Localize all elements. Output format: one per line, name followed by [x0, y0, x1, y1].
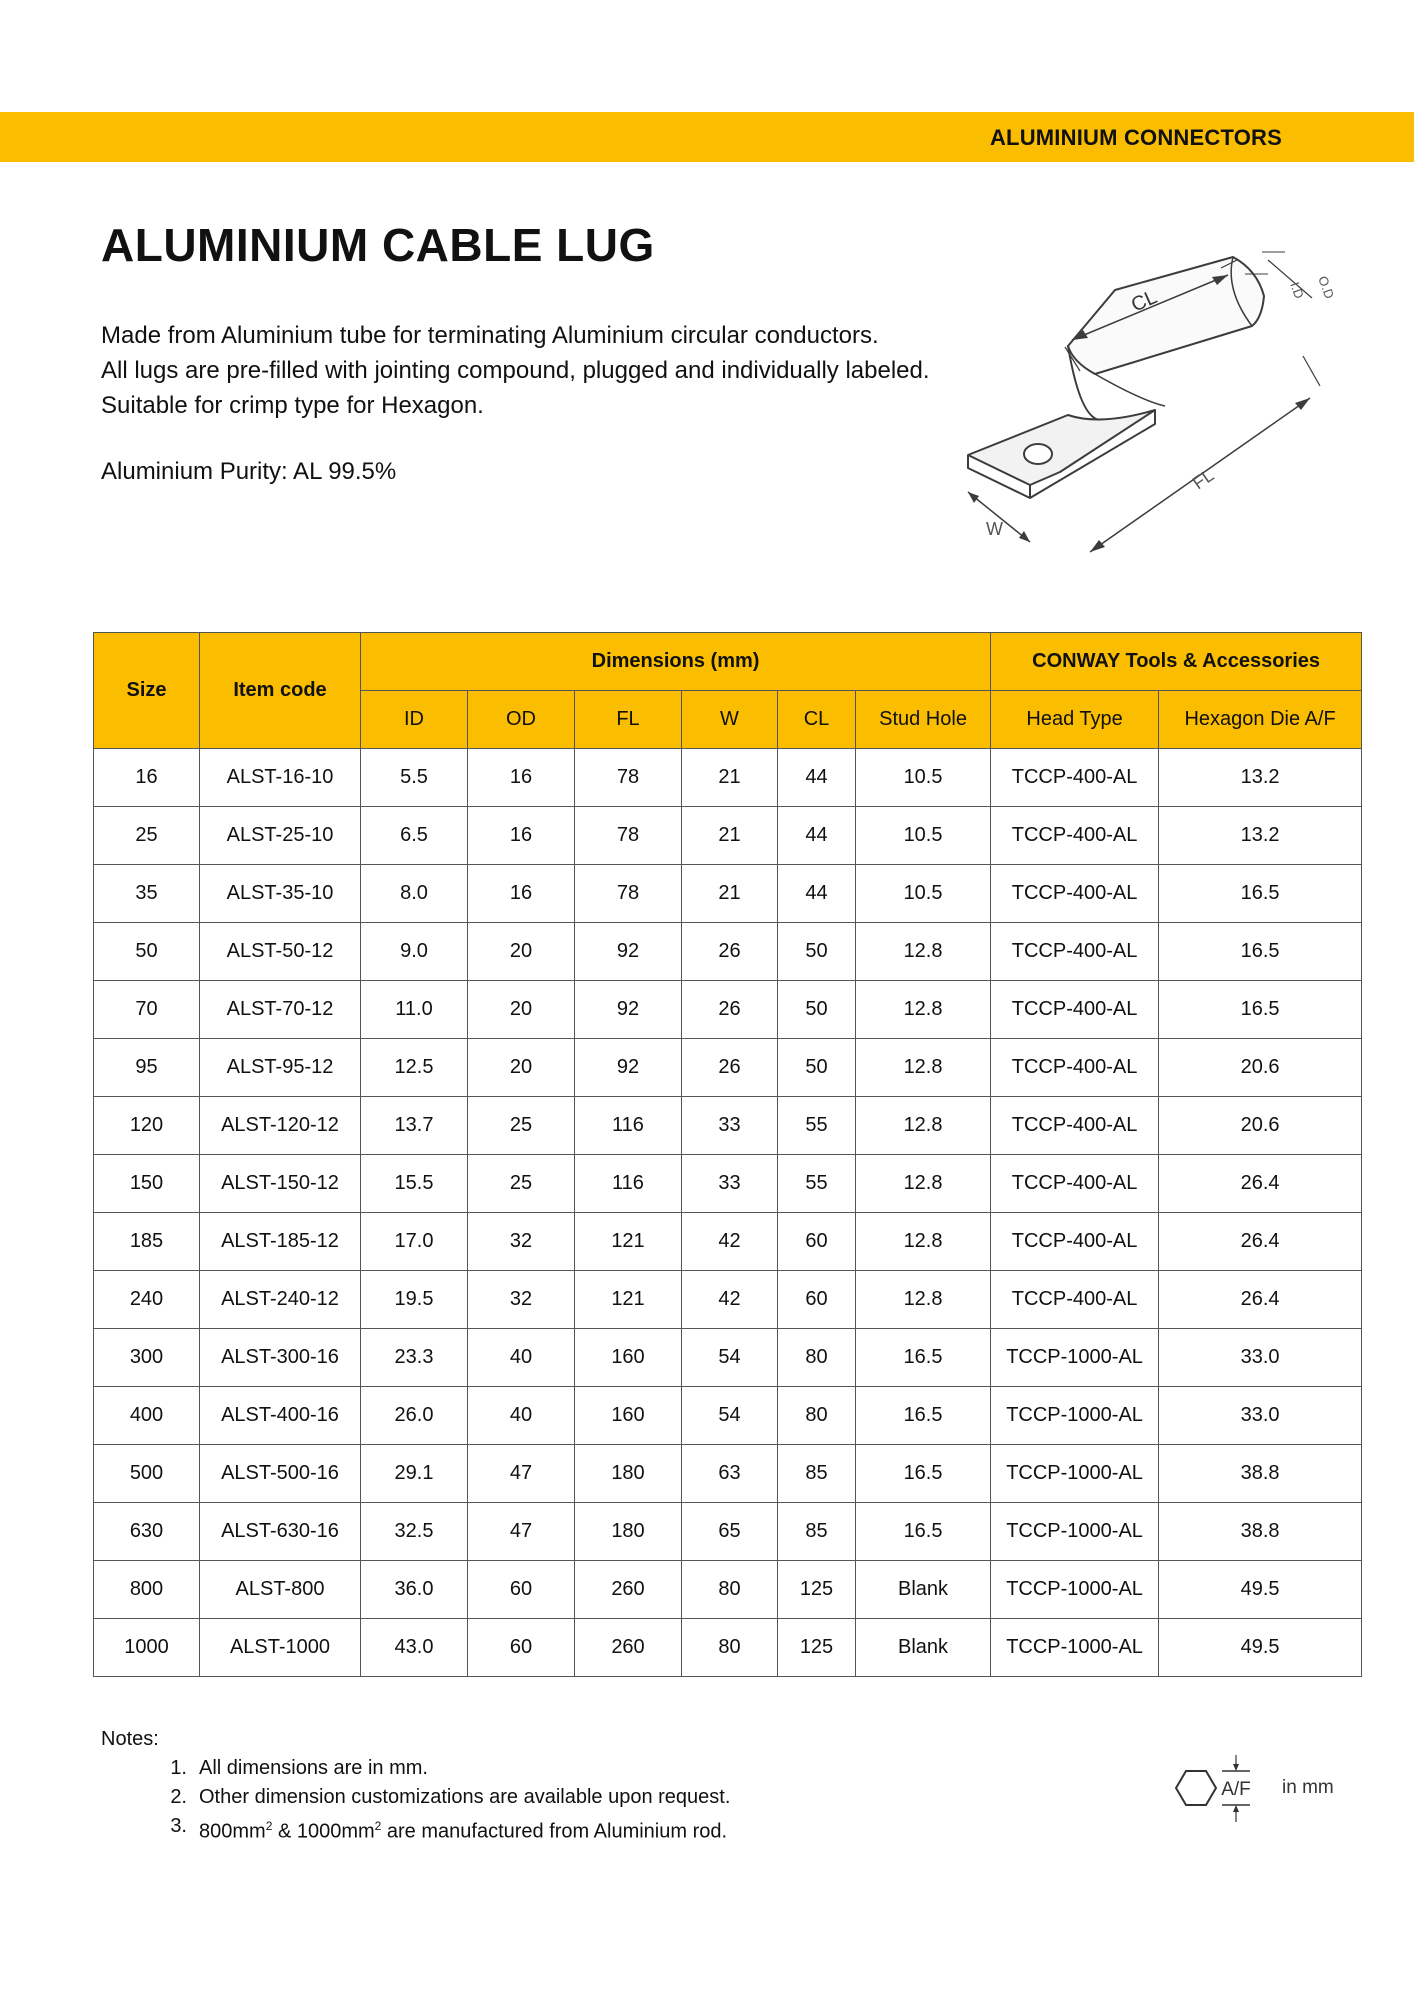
- cell-stud-hole: 12.8: [856, 1097, 991, 1155]
- cell-hexagon-die: 16.5: [1159, 865, 1362, 923]
- id-label: I.D: [1287, 279, 1307, 301]
- cell-size: 95: [94, 1039, 200, 1097]
- cell-head-type: TCCP-400-AL: [991, 1271, 1159, 1329]
- cell-stud-hole: 16.5: [856, 1387, 991, 1445]
- table-row: [94, 1039, 1362, 1097]
- cell-w: 33: [682, 1097, 778, 1155]
- header-fl: FL: [575, 691, 682, 749]
- cell-item-code: ALST-70-12: [200, 981, 361, 1039]
- table-row: [94, 981, 1362, 1039]
- cell-size: 150: [94, 1155, 200, 1213]
- cell-od: 20: [468, 981, 575, 1039]
- cell-item-code: ALST-800: [200, 1561, 361, 1619]
- cell-size: 400: [94, 1387, 200, 1445]
- table-row: [94, 1445, 1362, 1503]
- cell-hexagon-die: 38.8: [1159, 1445, 1362, 1503]
- cell-id: 23.3: [361, 1329, 468, 1387]
- section-banner: [0, 112, 1414, 162]
- cell-stud-hole: 12.8: [856, 1155, 991, 1213]
- cell-cl: 60: [778, 1213, 856, 1271]
- description-line: Made from Aluminium tube for terminating Aluminium circular conductors.: [101, 322, 879, 349]
- cell-fl: 180: [575, 1503, 682, 1561]
- cell-size: 630: [94, 1503, 200, 1561]
- header-stud-hole: Stud Hole: [856, 691, 991, 749]
- cell-fl: 116: [575, 1155, 682, 1213]
- cell-cl: 80: [778, 1387, 856, 1445]
- cell-fl: 92: [575, 981, 682, 1039]
- cell-hexagon-die: 26.4: [1159, 1213, 1362, 1271]
- cell-size: 25: [94, 807, 200, 865]
- cell-fl: 160: [575, 1387, 682, 1445]
- od-label: O.D: [1315, 273, 1338, 301]
- cell-size: 240: [94, 1271, 200, 1329]
- cell-id: 43.0: [361, 1619, 468, 1677]
- cell-od: 47: [468, 1445, 575, 1503]
- cell-hexagon-die: 20.6: [1159, 1039, 1362, 1097]
- cell-stud-hole: 10.5: [856, 807, 991, 865]
- cell-od: 20: [468, 923, 575, 981]
- cell-stud-hole: 12.8: [856, 1039, 991, 1097]
- cell-fl: 121: [575, 1213, 682, 1271]
- cell-fl: 121: [575, 1271, 682, 1329]
- cell-item-code: ALST-35-10: [200, 865, 361, 923]
- cell-head-type: TCCP-400-AL: [991, 1213, 1159, 1271]
- cell-fl: 180: [575, 1445, 682, 1503]
- table-row: [94, 807, 1362, 865]
- cell-hexagon-die: 16.5: [1159, 981, 1362, 1039]
- cell-hexagon-die: 20.6: [1159, 1097, 1362, 1155]
- cell-head-type: TCCP-1000-AL: [991, 1619, 1159, 1677]
- cell-fl: 78: [575, 865, 682, 923]
- cell-item-code: ALST-16-10: [200, 749, 361, 807]
- w-label: W: [986, 519, 1003, 539]
- cell-item-code: ALST-240-12: [200, 1271, 361, 1329]
- header-w: W: [682, 691, 778, 749]
- cell-fl: 78: [575, 807, 682, 865]
- table-row: [94, 1387, 1362, 1445]
- cell-hexagon-die: 49.5: [1159, 1561, 1362, 1619]
- cell-hexagon-die: 13.2: [1159, 749, 1362, 807]
- cell-id: 36.0: [361, 1561, 468, 1619]
- note-text: All dimensions are in mm.: [199, 1757, 428, 1779]
- cell-w: 80: [682, 1619, 778, 1677]
- cl-label: CL: [1128, 286, 1161, 317]
- cell-id: 5.5: [361, 749, 468, 807]
- cell-id: 17.0: [361, 1213, 468, 1271]
- cell-cl: 125: [778, 1619, 856, 1677]
- cell-head-type: TCCP-400-AL: [991, 1155, 1159, 1213]
- cell-cl: 50: [778, 923, 856, 981]
- cell-head-type: TCCP-1000-AL: [991, 1503, 1159, 1561]
- cell-head-type: TCCP-1000-AL: [991, 1445, 1159, 1503]
- cell-w: 63: [682, 1445, 778, 1503]
- cell-stud-hole: 10.5: [856, 865, 991, 923]
- cell-id: 8.0: [361, 865, 468, 923]
- cell-w: 42: [682, 1271, 778, 1329]
- cell-id: 29.1: [361, 1445, 468, 1503]
- cell-stud-hole: 16.5: [856, 1503, 991, 1561]
- header-head-type: Head Type: [991, 691, 1159, 749]
- cell-w: 21: [682, 865, 778, 923]
- note-number: 3.: [170, 1815, 187, 1837]
- cell-item-code: ALST-500-16: [200, 1445, 361, 1503]
- header-tools: CONWAY Tools & Accessories: [991, 633, 1362, 691]
- cell-od: 25: [468, 1097, 575, 1155]
- cell-fl: 260: [575, 1561, 682, 1619]
- cell-cl: 44: [778, 807, 856, 865]
- fl-label: FL: [1188, 464, 1218, 494]
- note-item: [101, 1754, 730, 1783]
- note-item: [101, 1783, 730, 1812]
- header-dimensions: Dimensions (mm): [361, 633, 991, 691]
- cell-size: 500: [94, 1445, 200, 1503]
- cell-w: 80: [682, 1561, 778, 1619]
- cell-od: 25: [468, 1155, 575, 1213]
- cell-fl: 116: [575, 1097, 682, 1155]
- cell-cl: 125: [778, 1561, 856, 1619]
- description-line: All lugs are pre-filled with jointing compound, plugged and individually labeled.: [101, 357, 930, 384]
- cell-item-code: ALST-50-12: [200, 923, 361, 981]
- cell-w: 26: [682, 923, 778, 981]
- specification-table: [93, 632, 1362, 1677]
- cell-size: 50: [94, 923, 200, 981]
- cell-stud-hole: 12.8: [856, 1213, 991, 1271]
- note-text: $800mm^2$ & $1000mm^2$ are manufactured from Aluminium rod.: [199, 1819, 728, 1843]
- cell-w: 26: [682, 981, 778, 1039]
- cable-lug-diagram: [890, 250, 1380, 590]
- hexagon-icon: [1176, 1771, 1216, 1805]
- cell-od: 40: [468, 1387, 575, 1445]
- description-line: Suitable for crimp type for Hexagon.: [101, 392, 484, 419]
- cell-od: 32: [468, 1271, 575, 1329]
- cell-w: 21: [682, 749, 778, 807]
- cell-stud-hole: 12.8: [856, 981, 991, 1039]
- note-number: 2.: [170, 1786, 187, 1808]
- cell-item-code: ALST-25-10: [200, 807, 361, 865]
- cell-head-type: TCCP-400-AL: [991, 1097, 1159, 1155]
- cell-od: 47: [468, 1503, 575, 1561]
- header-item-code: Item code: [200, 633, 361, 749]
- cell-w: 21: [682, 807, 778, 865]
- product-description: [101, 318, 930, 423]
- cell-hexagon-die: 33.0: [1159, 1387, 1362, 1445]
- cell-cl: 60: [778, 1271, 856, 1329]
- cell-id: 13.7: [361, 1097, 468, 1155]
- cell-cl: 44: [778, 865, 856, 923]
- cell-size: 16: [94, 749, 200, 807]
- af-legend: [1174, 1752, 1354, 1824]
- note-text: Other dimension customizations are available upon request.: [199, 1786, 731, 1808]
- table-body: [94, 749, 1362, 1677]
- header-id: ID: [361, 691, 468, 749]
- cell-head-type: TCCP-1000-AL: [991, 1387, 1159, 1445]
- note-item: [101, 1812, 730, 1847]
- cell-stud-hole: Blank: [856, 1561, 991, 1619]
- cell-id: 12.5: [361, 1039, 468, 1097]
- table-row: [94, 749, 1362, 807]
- header-od: OD: [468, 691, 575, 749]
- cell-item-code: ALST-300-16: [200, 1329, 361, 1387]
- cell-hexagon-die: 26.4: [1159, 1155, 1362, 1213]
- cell-size: 70: [94, 981, 200, 1039]
- cell-item-code: ALST-630-16: [200, 1503, 361, 1561]
- cell-cl: 55: [778, 1097, 856, 1155]
- cell-fl: 260: [575, 1619, 682, 1677]
- cell-item-code: ALST-95-12: [200, 1039, 361, 1097]
- cell-od: 60: [468, 1619, 575, 1677]
- table-row: [94, 865, 1362, 923]
- cell-w: 54: [682, 1387, 778, 1445]
- cell-id: 19.5: [361, 1271, 468, 1329]
- cell-stud-hole: 12.8: [856, 923, 991, 981]
- cell-head-type: TCCP-1000-AL: [991, 1329, 1159, 1387]
- cell-cl: 55: [778, 1155, 856, 1213]
- af-unit: in mm: [1282, 1777, 1334, 1798]
- cell-item-code: ALST-1000: [200, 1619, 361, 1677]
- table-row: [94, 1619, 1362, 1677]
- cell-cl: 80: [778, 1329, 856, 1387]
- cell-w: 26: [682, 1039, 778, 1097]
- cell-size: 35: [94, 865, 200, 923]
- lug-palm: [968, 410, 1155, 485]
- cell-cl: 85: [778, 1445, 856, 1503]
- cell-head-type: TCCP-400-AL: [991, 865, 1159, 923]
- cell-hexagon-die: 16.5: [1159, 923, 1362, 981]
- cell-od: 60: [468, 1561, 575, 1619]
- cell-head-type: TCCP-400-AL: [991, 749, 1159, 807]
- cell-size: 120: [94, 1097, 200, 1155]
- cell-hexagon-die: 26.4: [1159, 1271, 1362, 1329]
- purity-text: Aluminium Purity: AL 99.5%: [101, 458, 397, 485]
- cell-cl: 50: [778, 1039, 856, 1097]
- header-cl: CL: [778, 691, 856, 749]
- cell-stud-hole: 16.5: [856, 1329, 991, 1387]
- cell-od: 20: [468, 1039, 575, 1097]
- banner-label: ALUMINIUM CONNECTORS: [989, 125, 1282, 150]
- cell-od: 16: [468, 749, 575, 807]
- af-label: A/F: [1221, 1779, 1251, 1800]
- lug-barrel: [1068, 257, 1264, 374]
- cell-cl: 85: [778, 1503, 856, 1561]
- cell-w: 54: [682, 1329, 778, 1387]
- cell-id: 15.5: [361, 1155, 468, 1213]
- note-number: 1.: [170, 1757, 187, 1779]
- cell-od: 32: [468, 1213, 575, 1271]
- table-row: [94, 1503, 1362, 1561]
- table-row: [94, 1097, 1362, 1155]
- cell-stud-hole: 16.5: [856, 1445, 991, 1503]
- cell-stud-hole: Blank: [856, 1619, 991, 1677]
- table-row: [94, 1271, 1362, 1329]
- cell-head-type: TCCP-400-AL: [991, 981, 1159, 1039]
- cell-item-code: ALST-185-12: [200, 1213, 361, 1271]
- stud-hole: [1024, 444, 1052, 464]
- header-size: Size: [94, 633, 200, 749]
- table-row: [94, 1155, 1362, 1213]
- page-title: ALUMINIUM CABLE LUG: [101, 219, 655, 271]
- cell-head-type: TCCP-400-AL: [991, 923, 1159, 981]
- cell-stud-hole: 10.5: [856, 749, 991, 807]
- cell-size: 1000: [94, 1619, 200, 1677]
- cell-id: 6.5: [361, 807, 468, 865]
- cell-head-type: TCCP-400-AL: [991, 807, 1159, 865]
- cell-od: 40: [468, 1329, 575, 1387]
- cell-fl: 160: [575, 1329, 682, 1387]
- notes-section: [101, 1725, 730, 1847]
- cell-head-type: TCCP-400-AL: [991, 1039, 1159, 1097]
- cell-id: 26.0: [361, 1387, 468, 1445]
- cell-id: 9.0: [361, 923, 468, 981]
- cell-size: 800: [94, 1561, 200, 1619]
- cell-hexagon-die: 13.2: [1159, 807, 1362, 865]
- cell-size: 300: [94, 1329, 200, 1387]
- cell-hexagon-die: 49.5: [1159, 1619, 1362, 1677]
- cell-item-code: ALST-150-12: [200, 1155, 361, 1213]
- cell-cl: 44: [778, 749, 856, 807]
- cell-w: 65: [682, 1503, 778, 1561]
- cell-fl: 92: [575, 1039, 682, 1097]
- table-row: [94, 1329, 1362, 1387]
- table-row: [94, 923, 1362, 981]
- table-row: [94, 1561, 1362, 1619]
- cell-fl: 78: [575, 749, 682, 807]
- cell-cl: 50: [778, 981, 856, 1039]
- cell-id: 11.0: [361, 981, 468, 1039]
- header-hexagon-die: Hexagon Die A/F: [1159, 691, 1362, 749]
- cell-hexagon-die: 38.8: [1159, 1503, 1362, 1561]
- cell-size: 185: [94, 1213, 200, 1271]
- cell-hexagon-die: 33.0: [1159, 1329, 1362, 1387]
- table-row: [94, 1213, 1362, 1271]
- cell-stud-hole: 12.8: [856, 1271, 991, 1329]
- cell-od: 16: [468, 865, 575, 923]
- cell-w: 42: [682, 1213, 778, 1271]
- notes-list: [101, 1754, 730, 1847]
- cell-fl: 92: [575, 923, 682, 981]
- notes-title: Notes:: [101, 1728, 159, 1750]
- cell-id: 32.5: [361, 1503, 468, 1561]
- cell-item-code: ALST-120-12: [200, 1097, 361, 1155]
- cell-head-type: TCCP-1000-AL: [991, 1561, 1159, 1619]
- cell-od: 16: [468, 807, 575, 865]
- cell-w: 33: [682, 1155, 778, 1213]
- cell-item-code: ALST-400-16: [200, 1387, 361, 1445]
